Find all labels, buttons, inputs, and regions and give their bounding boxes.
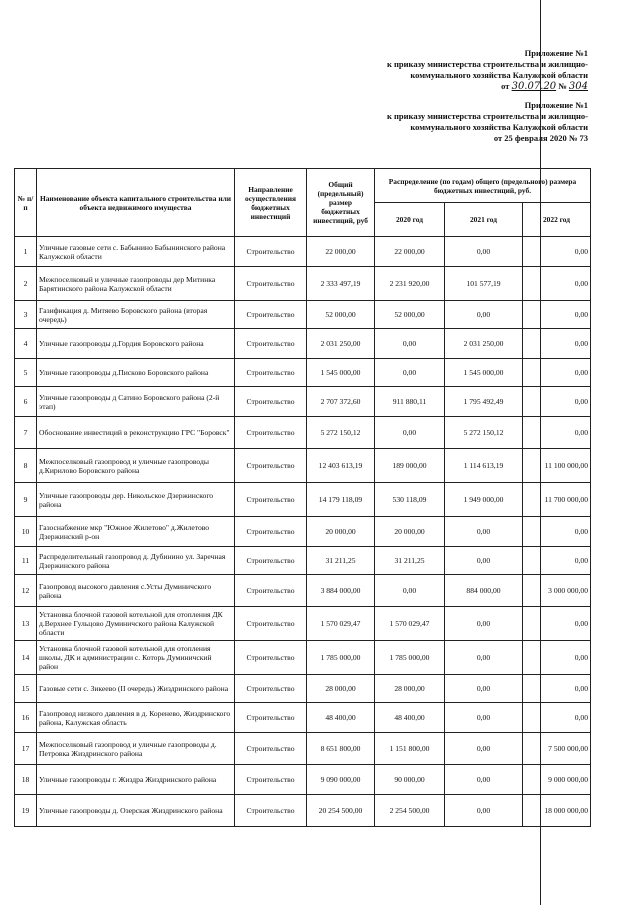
handwritten-number: 304: [568, 81, 588, 92]
year-2020-cell: 2 231 920,00: [375, 267, 445, 301]
row-number: 1: [15, 237, 37, 267]
appendix-header-amended: [387, 48, 588, 92]
total-cell: 20 254 500,00: [307, 795, 375, 827]
object-name-cell: Распределительный газопровод д. Дубинино ул. Заречная Дзержинского района: [37, 547, 235, 575]
total-cell: 22 000,00: [307, 237, 375, 267]
object-name-cell: Установка блочной газовой котельной для отопления школы, ДК и администрации с. Которь Думиничский район: [37, 641, 235, 675]
year-2021-cell: 0,00: [445, 547, 523, 575]
row-number: 7: [15, 417, 37, 449]
year-2022-cell: 0,00: [523, 237, 591, 267]
table-row: [15, 547, 591, 575]
total-cell: 2 333 497,19: [307, 267, 375, 301]
year-2022-cell: 3 000 000,00: [523, 575, 591, 607]
table-row: [15, 329, 591, 359]
appendix-title: Приложение №1: [524, 48, 588, 58]
table-row: [15, 237, 591, 267]
total-cell: 5 272 150,12: [307, 417, 375, 449]
total-cell: 52 000,00: [307, 301, 375, 329]
direction-cell: Строительство: [235, 517, 307, 547]
investment-table: [14, 168, 591, 827]
year-2021-cell: 0,00: [445, 517, 523, 547]
appendix-date-line: от 25 февраля 2020 № 73: [493, 133, 588, 143]
row-number: 2: [15, 267, 37, 301]
row-number: 14: [15, 641, 37, 675]
year-2020-cell: 1 570 029,47: [375, 607, 445, 641]
direction-cell: Строительство: [235, 675, 307, 703]
row-number: 5: [15, 359, 37, 387]
year-2021-cell: 5 272 150,12: [445, 417, 523, 449]
direction-cell: Строительство: [235, 483, 307, 517]
header-year-2020: 2020 год: [375, 203, 445, 237]
appendix-title: Приложение №1: [524, 100, 588, 110]
table-row: [15, 641, 591, 675]
row-number: 4: [15, 329, 37, 359]
year-2020-cell: 90 000,00: [375, 765, 445, 795]
year-2021-cell: 0,00: [445, 237, 523, 267]
direction-cell: Строительство: [235, 301, 307, 329]
object-name-cell: Уличные газовые сети с. Бабынино Бабынинского района Калужской области: [37, 237, 235, 267]
year-2021-cell: 1 114 613,19: [445, 449, 523, 483]
header-total: Общий (предельный) размер бюджетных инвестиций, руб: [307, 169, 375, 237]
header-number: № п/п: [15, 169, 37, 237]
header-object-name: Наименование объекта капитального строительства или объекта недвижимого имущества: [37, 169, 235, 237]
year-2021-cell: 0,00: [445, 733, 523, 765]
year-2020-cell: 189 000,00: [375, 449, 445, 483]
total-cell: 1 545 000,00: [307, 359, 375, 387]
date-prefix: от: [501, 81, 510, 91]
header-direction: Направление осуществления бюджетных инвестиций: [235, 169, 307, 237]
object-name-cell: Уличные газопроводы д. Озерская Жиздринского района: [37, 795, 235, 827]
direction-cell: Строительство: [235, 417, 307, 449]
row-number: 19: [15, 795, 37, 827]
year-2021-cell: 0,00: [445, 703, 523, 733]
direction-cell: Строительство: [235, 575, 307, 607]
row-number: 17: [15, 733, 37, 765]
table-row: [15, 359, 591, 387]
object-name-cell: Газоснабжение мкр "Южное Жилетово" д.Жилетово Дзержинский р-он: [37, 517, 235, 547]
year-2022-cell: 18 000 000,00: [523, 795, 591, 827]
total-cell: 14 179 118,09: [307, 483, 375, 517]
total-cell: 1 785 000,00: [307, 641, 375, 675]
year-2022-cell: 9 000 000,00: [523, 765, 591, 795]
total-cell: 2 707 372,60: [307, 387, 375, 417]
total-cell: 12 403 613,19: [307, 449, 375, 483]
table-row: [15, 607, 591, 641]
table-row: [15, 387, 591, 417]
header-year-2022: 2022 год: [523, 203, 591, 237]
object-name-cell: Уличные газопроводы дер. Никольское Дзержинского района: [37, 483, 235, 517]
year-2021-cell: 101 577,19: [445, 267, 523, 301]
row-number: 3: [15, 301, 37, 329]
year-2020-cell: 52 000,00: [375, 301, 445, 329]
direction-cell: Строительство: [235, 449, 307, 483]
year-2022-cell: 11 700 000,00: [523, 483, 591, 517]
appendix-ministry-line: коммунального хозяйства Калужской области: [410, 70, 588, 80]
object-name-cell: Межпоселковый и уличные газопроводы дер Митинка Барятинского района Калужской области: [37, 267, 235, 301]
handwritten-date: 30.07.20: [511, 81, 557, 92]
total-cell: 8 651 800,00: [307, 733, 375, 765]
direction-cell: Строительство: [235, 359, 307, 387]
total-cell: 9 090 000,00: [307, 765, 375, 795]
year-2022-cell: 0,00: [523, 387, 591, 417]
direction-cell: Строительство: [235, 547, 307, 575]
table-row: [15, 267, 591, 301]
year-2022-cell: 0,00: [523, 359, 591, 387]
row-number: 18: [15, 765, 37, 795]
year-2020-cell: 530 118,09: [375, 483, 445, 517]
year-2020-cell: 0,00: [375, 359, 445, 387]
year-2022-cell: 0,00: [523, 547, 591, 575]
row-number: 15: [15, 675, 37, 703]
year-2021-cell: 0,00: [445, 607, 523, 641]
year-2022-cell: 7 500 000,00: [523, 733, 591, 765]
direction-cell: Строительство: [235, 765, 307, 795]
table-row: [15, 517, 591, 547]
row-number: 10: [15, 517, 37, 547]
year-2020-cell: 0,00: [375, 575, 445, 607]
object-name-cell: Межпоселковый газопровод и уличные газопроводы д.Кирилово Боровского района: [37, 449, 235, 483]
appendix-order-line: к приказу министерства строительства и жилищно-: [387, 59, 588, 69]
year-2022-cell: 0,00: [523, 417, 591, 449]
row-number: 6: [15, 387, 37, 417]
year-2020-cell: 22 000,00: [375, 237, 445, 267]
year-2020-cell: 911 880,11: [375, 387, 445, 417]
row-number: 11: [15, 547, 37, 575]
object-name-cell: Установка блочной газовой котельной для отопления ДК д.Верхнее Гульцово Думиничского района Калужской области: [37, 607, 235, 641]
table-row: [15, 483, 591, 517]
object-name-cell: Обоснование инвестиций в реконструкцию ГРС "Боровск": [37, 417, 235, 449]
year-2021-cell: 0,00: [445, 301, 523, 329]
table-row: [15, 301, 591, 329]
year-2020-cell: 1 151 800,00: [375, 733, 445, 765]
table-row: [15, 765, 591, 795]
year-2022-cell: 0,00: [523, 301, 591, 329]
direction-cell: Строительство: [235, 641, 307, 675]
appendix-ministry-line: коммунального хозяйства Калужской области: [410, 122, 588, 132]
object-name-cell: Уличные газопроводы д.Гордия Боровского района: [37, 329, 235, 359]
table-row: [15, 449, 591, 483]
row-number: 16: [15, 703, 37, 733]
year-2020-cell: 0,00: [375, 417, 445, 449]
year-2020-cell: 31 211,25: [375, 547, 445, 575]
direction-cell: Строительство: [235, 387, 307, 417]
row-number: 12: [15, 575, 37, 607]
total-cell: 20 000,00: [307, 517, 375, 547]
year-2022-cell: 11 100 000,00: [523, 449, 591, 483]
object-name-cell: Межпоселковый газопровод и уличные газопроводы д. Петровка Жиздринского района: [37, 733, 235, 765]
object-name-cell: Газовые сети с. Зикеево (II очередь) Жиздринского района: [37, 675, 235, 703]
table-row: [15, 703, 591, 733]
table-row: [15, 675, 591, 703]
year-2021-cell: 1 545 000,00: [445, 359, 523, 387]
table-row: [15, 733, 591, 765]
object-name-cell: Газопровод низкого давления в д. Коренево, Жиздринского района, Калужская область: [37, 703, 235, 733]
header-year-2021: 2021 год: [445, 203, 523, 237]
row-number: 9: [15, 483, 37, 517]
object-name-cell: Газификация д. Митяево Боровского района (вторая очередь): [37, 301, 235, 329]
object-name-cell: Газопровод высокого давления с.Усты Думиничского района: [37, 575, 235, 607]
appendix-order-line: к приказу министерства строительства и жилищно-: [387, 111, 588, 121]
year-2020-cell: 0,00: [375, 329, 445, 359]
object-name-cell: Уличные газопроводы д Сатино Боровского района (2-й этап): [37, 387, 235, 417]
year-2020-cell: 28 000,00: [375, 675, 445, 703]
year-2022-cell: 0,00: [523, 607, 591, 641]
year-2020-cell: 1 785 000,00: [375, 641, 445, 675]
direction-cell: Строительство: [235, 237, 307, 267]
year-2021-cell: 884 000,00: [445, 575, 523, 607]
year-2021-cell: 2 031 250,00: [445, 329, 523, 359]
direction-cell: Строительство: [235, 795, 307, 827]
year-2020-cell: 48 400,00: [375, 703, 445, 733]
header-distribution: Распределение (по годам) общего (предельного) размера бюджетных инвестиций, руб.: [375, 169, 591, 203]
total-cell: 48 400,00: [307, 703, 375, 733]
object-name-cell: Уличные газопроводы г. Жиздра Жиздринского района: [37, 765, 235, 795]
year-2022-cell: 0,00: [523, 329, 591, 359]
table-row: [15, 417, 591, 449]
year-2021-cell: 1 949 000,00: [445, 483, 523, 517]
year-2021-cell: 1 795 492,49: [445, 387, 523, 417]
table-row: [15, 795, 591, 827]
direction-cell: Строительство: [235, 733, 307, 765]
object-name-cell: Уличные газопроводы д.Писково Боровского района: [37, 359, 235, 387]
appendix-header-original: [387, 100, 588, 144]
row-number: 13: [15, 607, 37, 641]
direction-cell: Строительство: [235, 703, 307, 733]
year-2021-cell: 0,00: [445, 675, 523, 703]
row-number: 8: [15, 449, 37, 483]
year-2022-cell: 0,00: [523, 703, 591, 733]
total-cell: 3 884 000,00: [307, 575, 375, 607]
number-prefix: №: [558, 81, 567, 91]
year-2020-cell: 20 000,00: [375, 517, 445, 547]
appendix-date-line: [387, 81, 588, 92]
year-2022-cell: 0,00: [523, 267, 591, 301]
year-2021-cell: 0,00: [445, 795, 523, 827]
year-2021-cell: 0,00: [445, 765, 523, 795]
year-2022-cell: 0,00: [523, 517, 591, 547]
total-cell: 1 570 029,47: [307, 607, 375, 641]
direction-cell: Строительство: [235, 329, 307, 359]
year-2022-cell: 0,00: [523, 641, 591, 675]
total-cell: 2 031 250,00: [307, 329, 375, 359]
direction-cell: Строительство: [235, 607, 307, 641]
year-2022-cell: 0,00: [523, 675, 591, 703]
total-cell: 31 211,25: [307, 547, 375, 575]
total-cell: 28 000,00: [307, 675, 375, 703]
direction-cell: Строительство: [235, 267, 307, 301]
year-2021-cell: 0,00: [445, 641, 523, 675]
year-2020-cell: 2 254 500,00: [375, 795, 445, 827]
table-row: [15, 575, 591, 607]
